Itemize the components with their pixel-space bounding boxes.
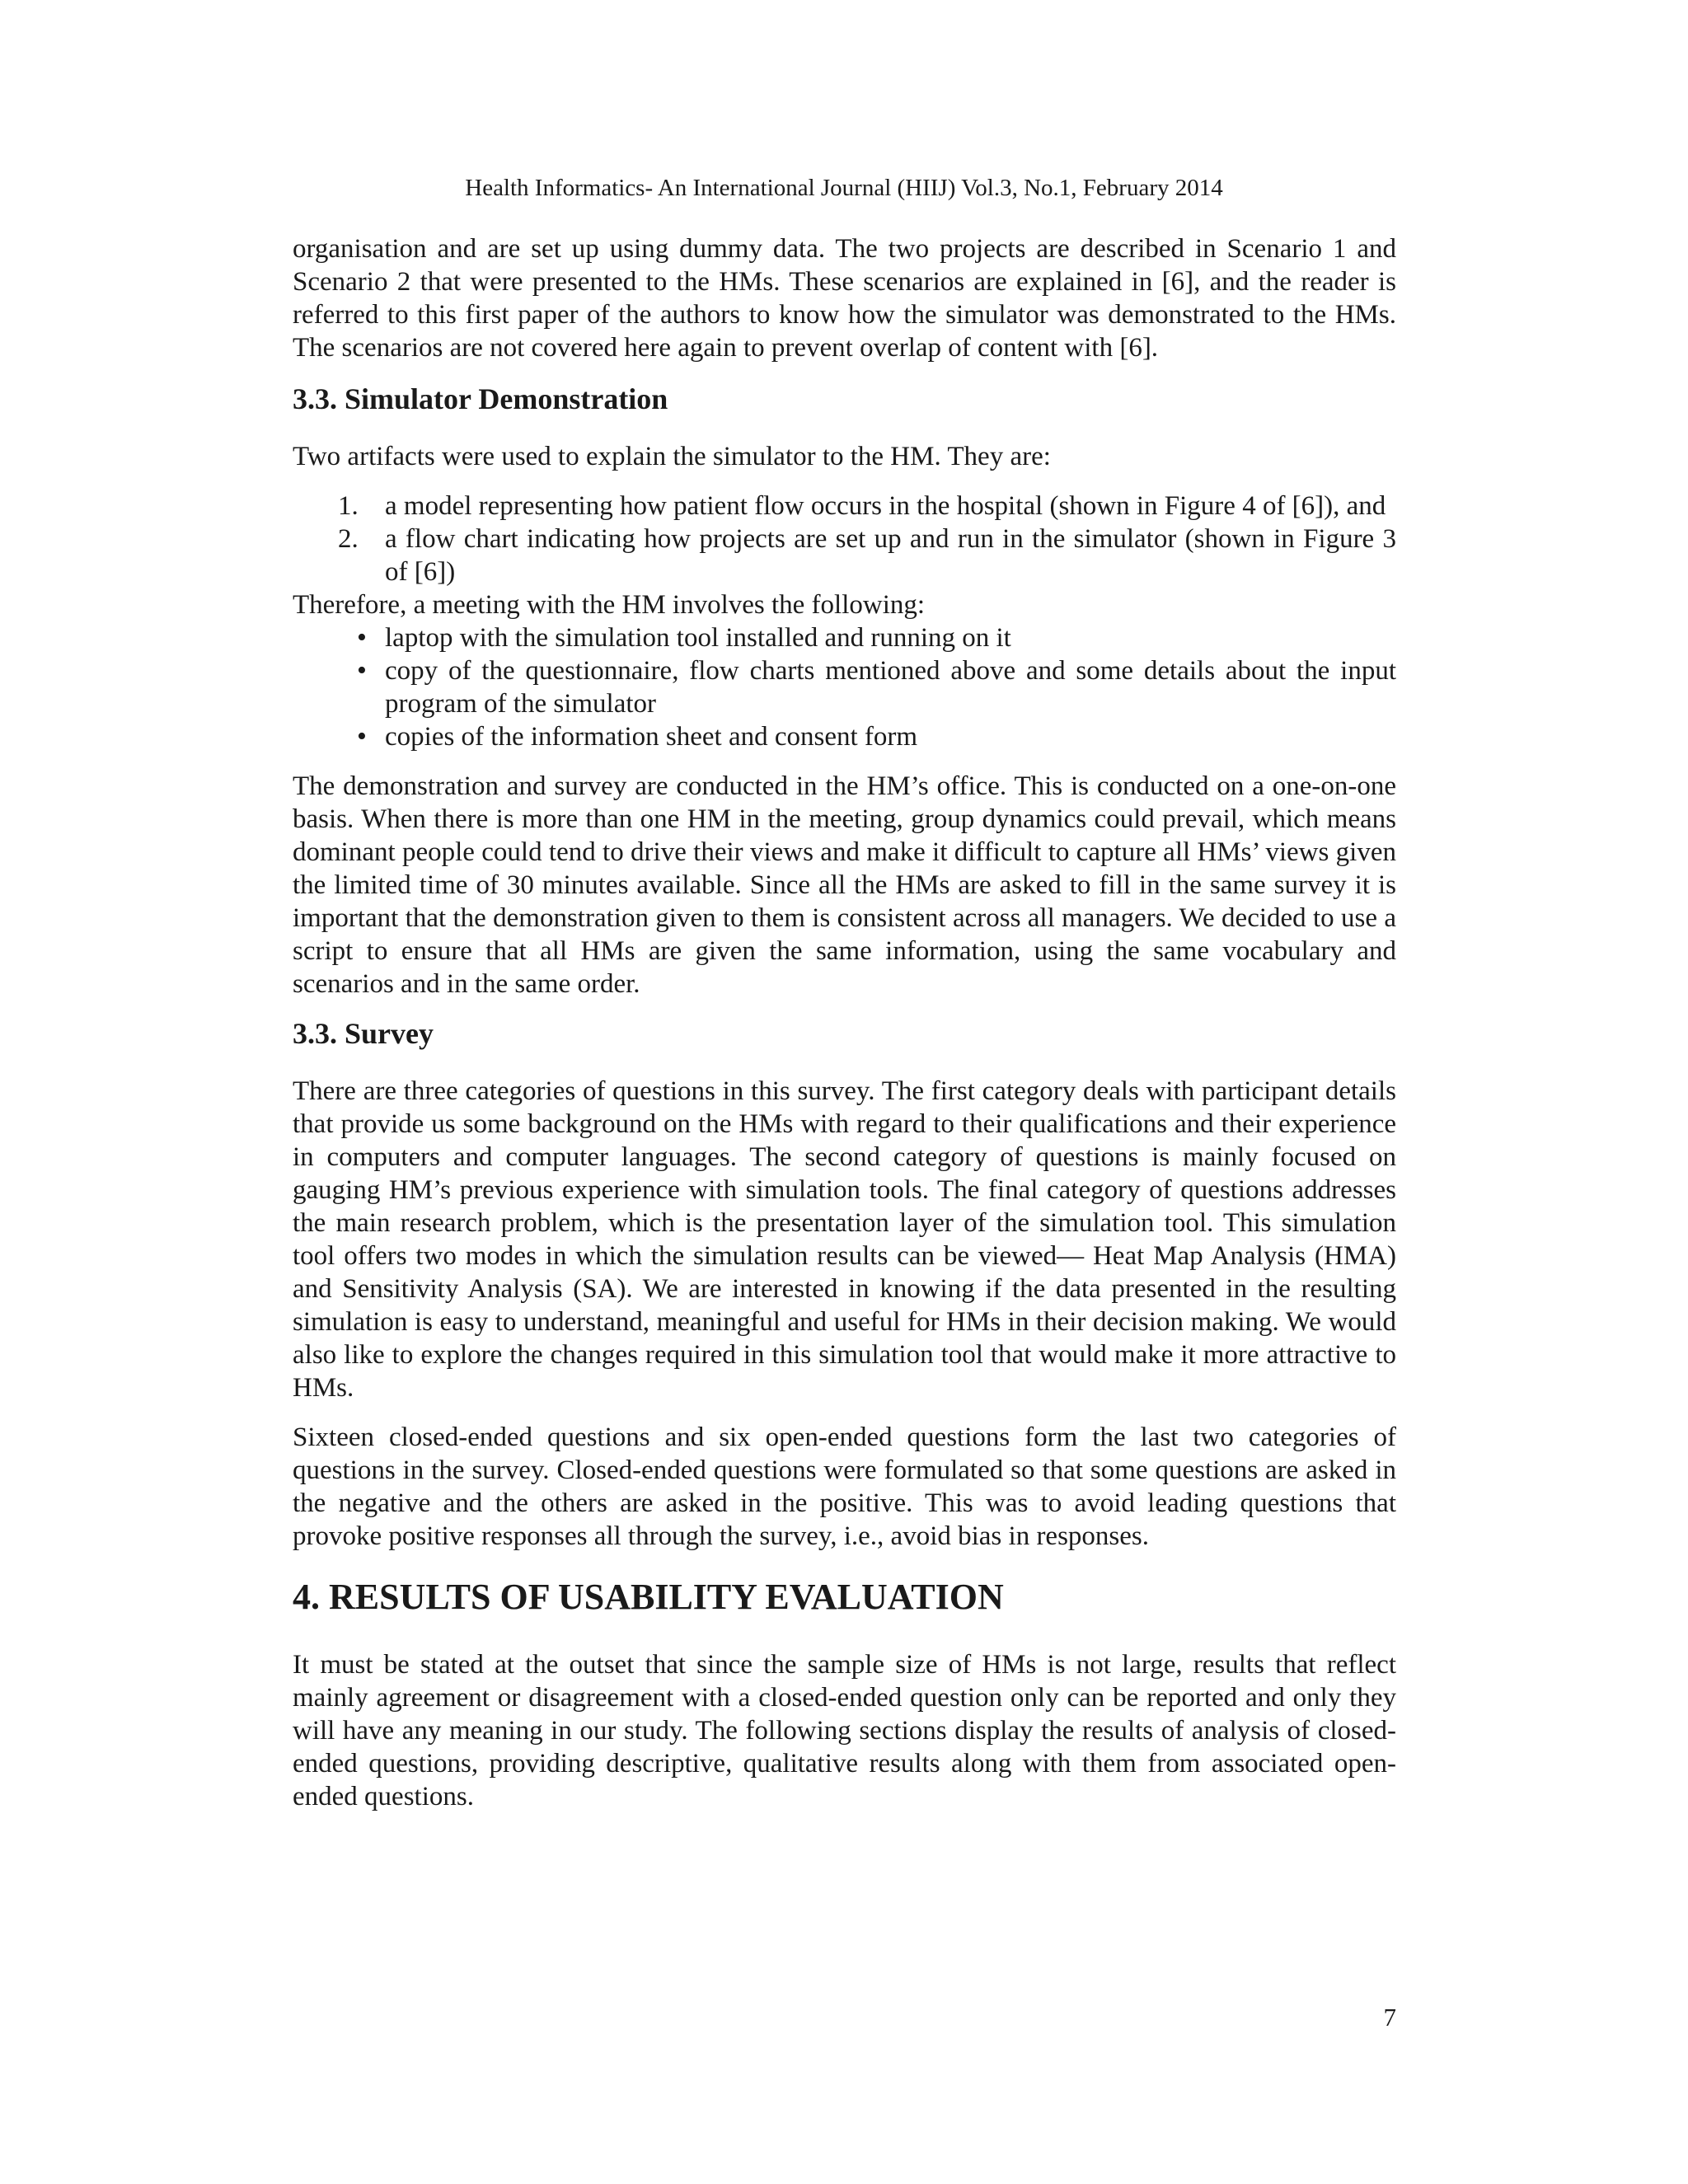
section-heading-simulator-demonstration: 3.3. Simulator Demonstration xyxy=(293,382,668,415)
section-heading-results: 4. RESULTS OF USABILITY EVALUATION xyxy=(293,1577,1004,1617)
list-number: 1. xyxy=(338,491,359,521)
bullet-list-item xyxy=(293,621,1396,654)
list-number: 2. xyxy=(338,524,359,554)
survey-paragraph-categories: There are three categories of questions in this survey. The first category deals with participant details that provide us some background on the HMs with regard to their qualifications and their experience in computers and computer languages. The second category of questions is mainly focused on gauging HM’s previous experience with simulation tools. The final category of questions addresses the main research problem, which is the presentation layer of the simulation tool. This simulation tool offers two modes in which the simulation results can be viewed— Heat Map Analysis (HMA) and Sensitivity Analysis (SA). We are interested in knowing if the data presented in the resulting simulation is easy to understand, meaningful and useful for HMs in their decision making. We would also like to explore the changes required in this simulation tool that would make it more attractive to HMs. xyxy=(293,1076,1396,1403)
numbered-list-item xyxy=(293,523,1396,588)
bullet-item-text: copies of the information sheet and consent form xyxy=(385,722,918,752)
therefore-paragraph: Therefore, a meeting with the HM involves the following: xyxy=(293,590,926,620)
body-content xyxy=(293,232,1396,1813)
demonstration-paragraph: The demonstration and survey are conducted in the HM’s office. This is conducted on a one-on-one basis. When there is more than one HM in the meeting, group dynamics could prevail, which means dominant people could tend to drive their views and make it difficult to capture all HMs’ views given the limited time of 30 minutes available. Since all the HMs are asked to fill in the same survey it is important that the demonstration given to them is consistent across all managers. We decided to use a script to ensure that all HMs are given the same information, using the same vocabulary and scenarios and in the same order. xyxy=(293,771,1396,999)
running-header: Health Informatics- An International Journal (HIIJ) Vol.3, No.1, February 2014 xyxy=(465,175,1223,201)
artifact-numbered-list xyxy=(293,490,1396,588)
list-item-text: a model representing how patient flow occurs in the hospital (shown in Figure 4 of [6]), and xyxy=(385,491,1386,521)
section-heading-survey: 3.3. Survey xyxy=(293,1017,434,1050)
bullet-icon: • xyxy=(357,655,367,686)
page-number: 7 xyxy=(1383,2003,1396,2032)
survey-paragraph-questions: Sixteen closed-ended questions and six open-ended questions form the last two categories of questions in the survey. Closed-ended questions were formulated so that some questions are asked in the negative and the others are asked in the positive. This was to avoid leading questions that provoke positive responses all through the survey, i.e., avoid bias in responses. xyxy=(293,1422,1396,1551)
results-paragraph: It must be stated at the outset that since the sample size of HMs is not large, results that reflect mainly agreement or disagreement with a closed-ended question only can be reported and only they will have any meaning in our study. The following sections display the results of analysis of closed-ended questions, providing descriptive, qualitative results along with them from associated open-ended questions. xyxy=(293,1650,1396,1811)
bullet-item-text: copy of the questionnaire, flow charts mentioned above and some details about the input program of the simulator xyxy=(385,656,1396,719)
bullet-icon: • xyxy=(357,721,367,752)
list-item-text: a flow chart indicating how projects are set up and run in the simulator (shown in Figure 3 of [6]) xyxy=(385,524,1396,587)
bullet-list-item xyxy=(293,654,1396,720)
bullet-item-text: laptop with the simulation tool installed and running on it xyxy=(385,623,1011,653)
numbered-list-item xyxy=(293,490,1396,523)
intro-paragraph: organisation and are set up using dummy data. The two projects are described in Scenario 1 and Scenario 2 that were presented to the HMs. These scenarios are explained in [6], and the reader is referred to this first paper of the authors to know how the simulator was demonstrated to the HMs. The scenarios are not covered here again to prevent overlap of content with [6]. xyxy=(293,234,1396,363)
bullet-icon: • xyxy=(357,622,367,653)
meeting-bullet-list xyxy=(293,621,1396,753)
simulator-lead-paragraph: Two artifacts were used to explain the simulator to the HM. They are: xyxy=(293,442,1051,471)
bullet-list-item xyxy=(293,720,1396,753)
